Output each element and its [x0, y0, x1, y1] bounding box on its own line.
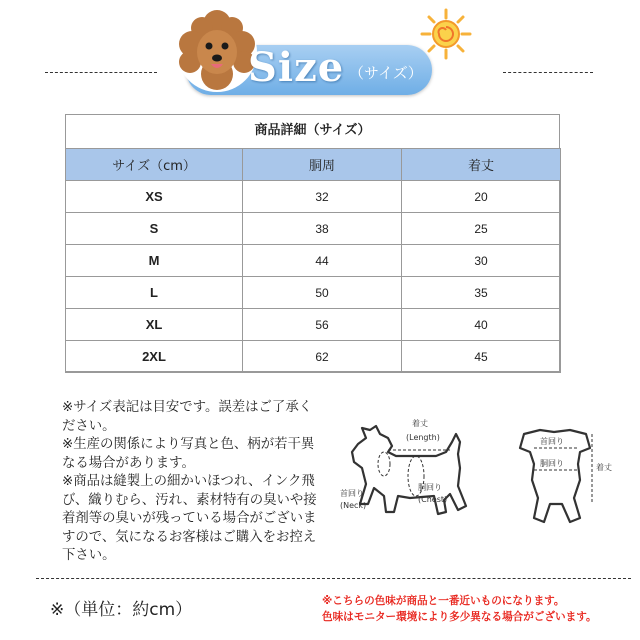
length-label-jp: 着丈	[412, 419, 428, 428]
length-label-en: (Length)	[406, 433, 440, 442]
table-row	[66, 213, 561, 245]
note-item: ※商品は縫製上の細かいほつれ、インク飛び、織りむら、汚れ、素材特有の臭いや接着剤等の臭いが残っている場合がございますので、気になるお客様はご購入をお控え下さい。	[62, 474, 317, 563]
size-cell: S	[66, 213, 243, 245]
table-row	[66, 181, 561, 213]
color-note-line: 色味はモニター環境により多少異なる場合がございます。	[322, 611, 597, 623]
neck-label-jp: 首回り	[340, 489, 364, 498]
chest-label-en: (Chest)	[418, 495, 448, 504]
chest-cell: 56	[243, 309, 402, 341]
length-cell: 20	[402, 181, 561, 213]
chest-cell: 32	[243, 181, 402, 213]
length-cell: 35	[402, 277, 561, 309]
note-item: ※サイズ表記は目安です。誤差はご了承ください。	[62, 400, 313, 434]
size-cell: XL	[66, 309, 243, 341]
length-cell: 40	[402, 309, 561, 341]
size-cell: L	[66, 277, 243, 309]
table-row	[66, 309, 561, 341]
column-header-size: サイズ（cm）	[66, 149, 243, 181]
color-note-line: ※こちらの色味が商品と一番近いものになります。	[322, 595, 565, 607]
chest-cell: 38	[243, 213, 402, 245]
header-divider-right	[503, 72, 593, 73]
sun-icon	[420, 8, 472, 60]
table-row	[66, 341, 561, 373]
garment-length-label: 着丈	[596, 463, 612, 472]
size-table	[65, 148, 561, 373]
chest-cell: 62	[243, 341, 402, 373]
column-header-chest: 胴周	[243, 149, 402, 181]
chest-label-jp: 胴回り	[418, 483, 442, 492]
neck-label-en: (Neck)	[340, 501, 367, 510]
footer-divider	[36, 578, 631, 579]
length-cell: 45	[402, 341, 561, 373]
color-disclaimer	[322, 593, 640, 625]
measurement-diagram	[318, 408, 618, 548]
table-caption: 商品詳細（サイズ）	[254, 123, 371, 138]
note-item: ※生産の関係により写真と色、柄が若干異なる場合があります。	[62, 437, 315, 471]
garment-neck-label: 首回り	[540, 437, 564, 446]
column-header-length: 着丈	[402, 149, 561, 181]
length-cell: 30	[402, 245, 561, 277]
table-row	[66, 277, 561, 309]
size-cell: 2XL	[66, 341, 243, 373]
size-cell: XS	[66, 181, 243, 213]
header-divider-left	[45, 72, 157, 73]
chest-cell: 44	[243, 245, 402, 277]
length-cell: 25	[402, 213, 561, 245]
chest-cell: 50	[243, 277, 402, 309]
table-header-row	[66, 149, 561, 181]
size-cell: M	[66, 245, 243, 277]
table-row	[66, 245, 561, 277]
unit-label: ※（単位：約cm）	[50, 600, 193, 620]
size-subtitle: （サイズ）	[349, 64, 423, 82]
size-title: Size	[248, 44, 345, 91]
garment-chest-label: 胴回り	[540, 459, 564, 468]
notes-block	[62, 399, 318, 566]
